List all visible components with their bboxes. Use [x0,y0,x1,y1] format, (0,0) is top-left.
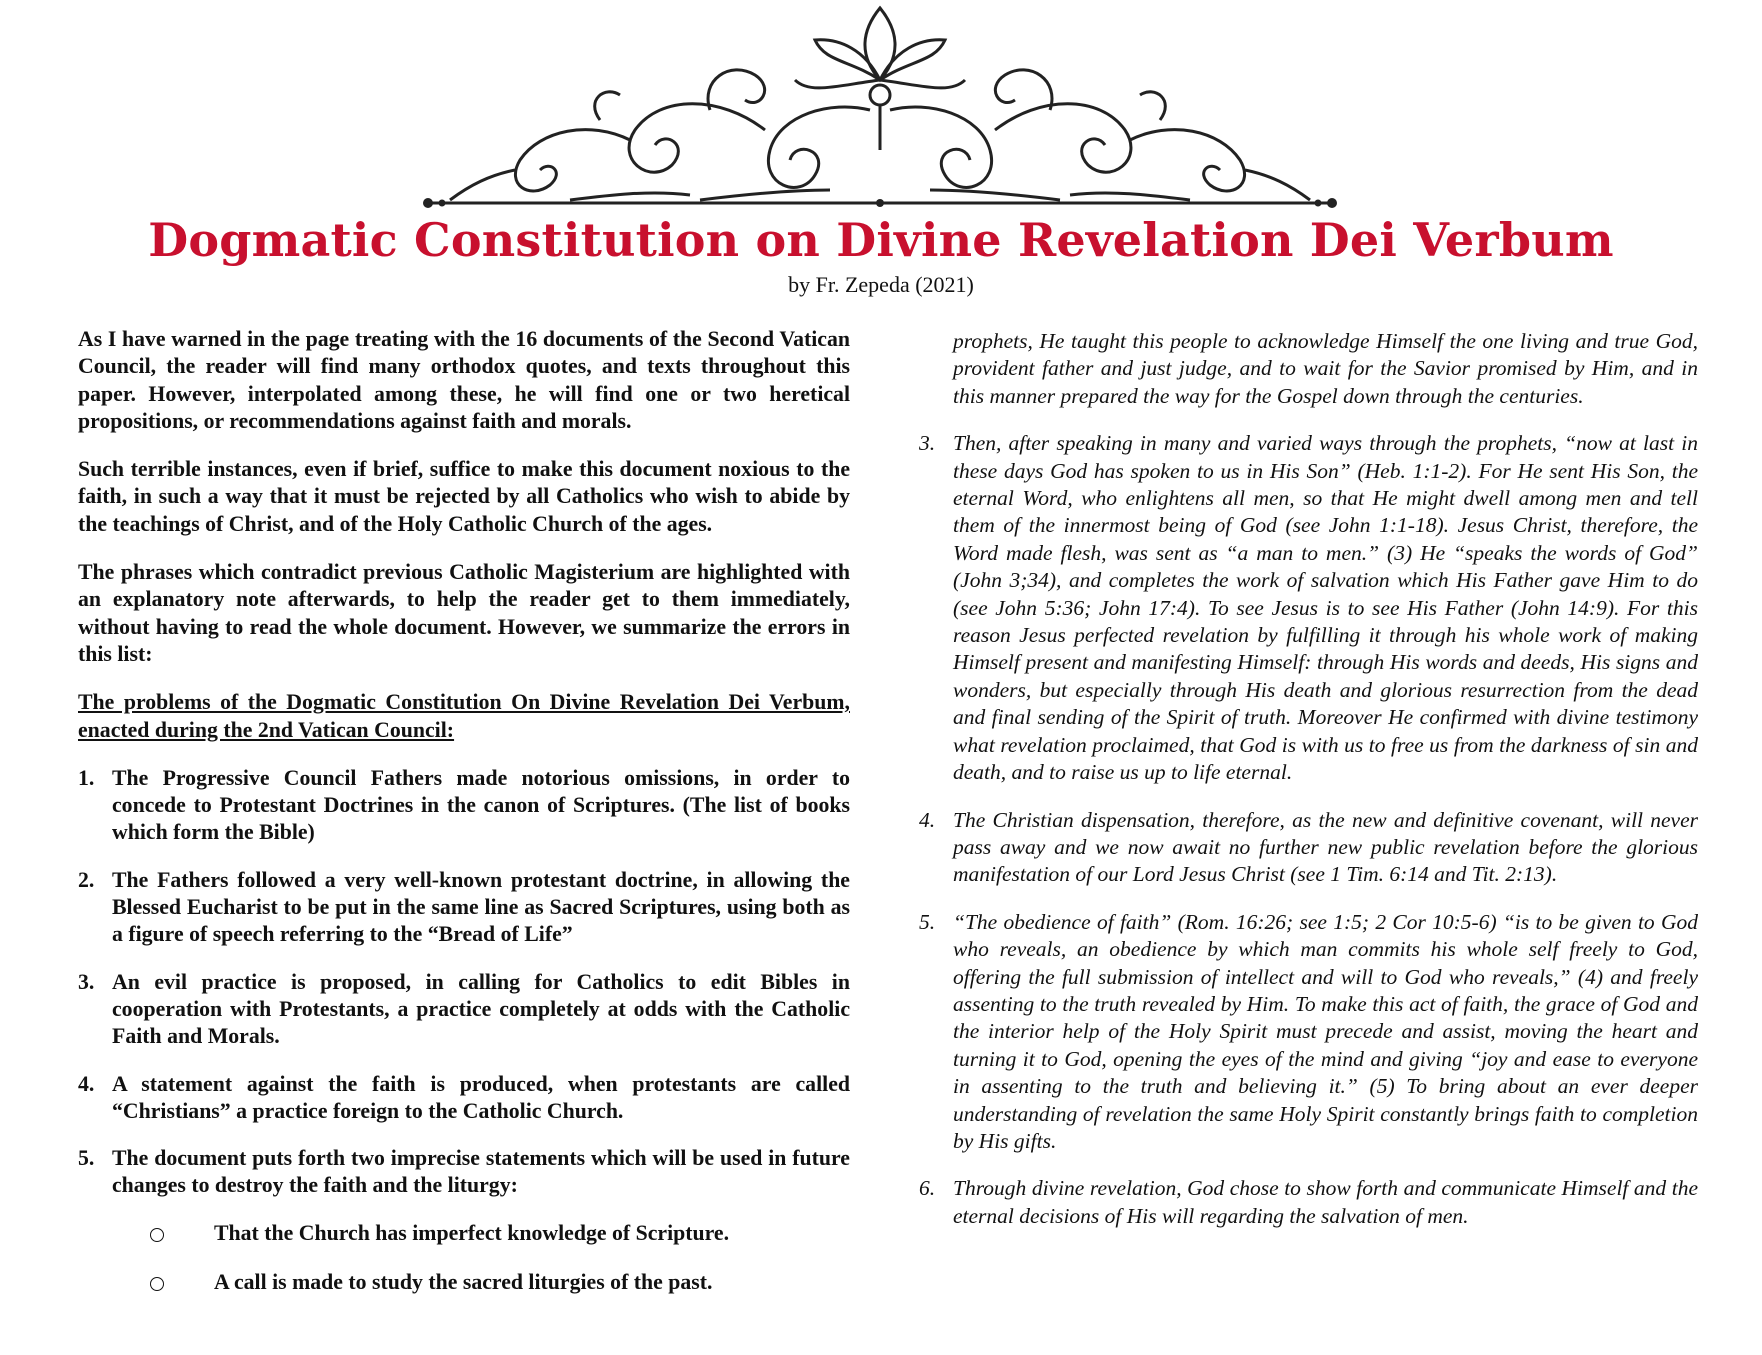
paragraph-number: 4. [919,807,936,832]
numbered-paragraph [919,430,1698,786]
problem-number: 4. [78,1071,95,1096]
right-column [919,328,1698,1250]
continued-paragraph: prophets, He taught this people to acknowledge Himself the one living and true God, provident father and just judge, and to wait for the Savior promised by Him, and in this manner prepared the way for the Gospel down through the centuries. [953,329,1698,408]
circle-bullet-icon [150,1277,164,1291]
problems-heading: The problems of the Dogmatic Constitution On Divine Revelation Dei Verbum, enacted during the 2nd Vatican Council: [78,690,850,742]
problem-item [78,1071,850,1126]
document-title: Dogmatic Constitution on Divine Revelation Dei Verbum [148,213,1614,267]
problem-item [78,1145,850,1200]
problem-item [78,969,850,1051]
problems-list [78,765,850,1200]
numbered-paragraph [919,1175,1698,1230]
numbered-paragraph [919,807,1698,889]
decorative-scroll-ornament-icon [410,0,1350,210]
paragraph-text: “The obedience of faith” (Rom. 16:26; see 1:5; 2 Cor 10:5-6) “is to be given to God who reveals, an obedience by which man commits his whole self freely to God, offering the full submission of intellect and will to God who reveals,” (4) and freely assenting to the truth revealed by Him. To make this act of faith, the grace of God and the interior help of the Holy Spirit must precede and assist, moving the heart and turning it to God, opening the eyes of the mind and giving “joy and ease to everyone in assenting to the truth and believing it.” (5) To bring about an ever deeper understanding of revelation the same Holy Spirit constantly brings faith to completion by His gifts. [953,909,1698,1153]
problem-text: A statement against the faith is produced, when protestants are called “Christians” a practice foreign to the Catholic Church. [112,1071,850,1123]
problem-text: An evil practice is proposed, in calling for Catholics to edit Bibles in cooperation with Protestants, a practice completely at odds with the Catholic Faith and Morals. [112,969,850,1049]
paragraph-text: Through divine revelation, God chose to show forth and communicate Himself and the eternal decisions of His will regarding the salvation of men. [953,1176,1698,1228]
sub-point-text: A call is made to study the sacred liturgies of the past. [214,1270,713,1295]
intro-paragraph: As I have warned in the page treating with the 16 documents of the Second Vatican Council, the reader will find many orthodox quotes, and texts throughout this paper. However, interpolated among these, he will find one or two heretical propositions, or recommendations against faith and morals. [78,327,850,433]
problem-number: 5. [78,1146,95,1171]
sub-point-text: That the Church has imperfect knowledge of Scripture. [214,1220,730,1245]
problem-text: The Fathers followed a very well-known protestant doctrine, in allowing the Blessed Eucharist to be put in the same line as Sacred Scriptures, using both as a figure of speech referring to the “Bread of Life” [112,867,850,947]
problem-text: The document puts forth two imprecise statements which will be used in future changes to destroy the faith and the liturgy: [112,1146,850,1198]
paragraph-number: 6. [919,1176,936,1201]
document-byline: by Fr. Zepeda (2021) [788,272,974,297]
sub-point-item [78,1220,850,1247]
circle-bullet-icon [150,1228,164,1242]
problem-text: The Progressive Council Fathers made notorious omissions, in order to concede to Protestant Doctrines in the canon of Scriptures. (The list of books which form the Bible) [112,765,850,845]
sub-point-item [78,1269,850,1296]
problem-number: 3. [78,969,95,994]
paragraph-number: 5. [919,909,936,934]
paragraph-number: 3. [919,431,936,456]
intro-paragraph: The phrases which contradict previous Catholic Magisterium are highlighted with an explanatory note afterwards, to help the reader get to them immediately, without having to read the whole document. However, we summarize the errors in this list: [78,560,850,666]
problem-item [78,867,850,949]
problem-number: 1. [78,765,95,790]
paragraph-text: The Christian dispensation, therefore, as the new and definitive covenant, will never pass away and we now await no further new public revelation before the glorious manifestation of our Lord Jesus Christ (see 1 Tim. 6:14 and Tit. 2:13). [953,807,1698,887]
problem-number: 2. [78,867,95,892]
left-column [78,326,850,1318]
intro-paragraph: Such terrible instances, even if brief, suffice to make this document noxious to the faith, in such a way that it must be rejected by all Catholics who wish to abide by the teachings of Christ, and of the Holy Catholic Church of the ages. [78,457,850,536]
sub-points-list [78,1220,850,1297]
problem-item [78,765,850,847]
numbered-paragraph [919,909,1698,1156]
paragraph-text: Then, after speaking in many and varied ways through the prophets, “now at last in these days God has spoken to us in His Son” (Heb. 1:1-2). For He sent His Son, the eternal Word, who enlightens all men, so that He might dwell among men and tell them of the innermost being of God (see John 1:1-18). Jesus Christ, therefore, the Word made flesh, was sent as “a man to men.” (3) He “speaks the words of God” (John 3;34), and completes the work of salvation which His Father gave Him to do (see John 5:36; John 17:4). To see Jesus is to see His Father (John 14:9). For this reason Jesus perfected revelation by fulfilling it through his whole work of making Himself present and manifesting Himself: through His words and deeds, His signs and wonders, but especially through His death and glorious resurrection from the dead and final sending of the Spirit of truth. Moreover He confirmed with divine testimony what revelation proclaimed, that God is with us to free us from the darkness of sin and death, and to raise us up to life eternal. [953,431,1698,785]
